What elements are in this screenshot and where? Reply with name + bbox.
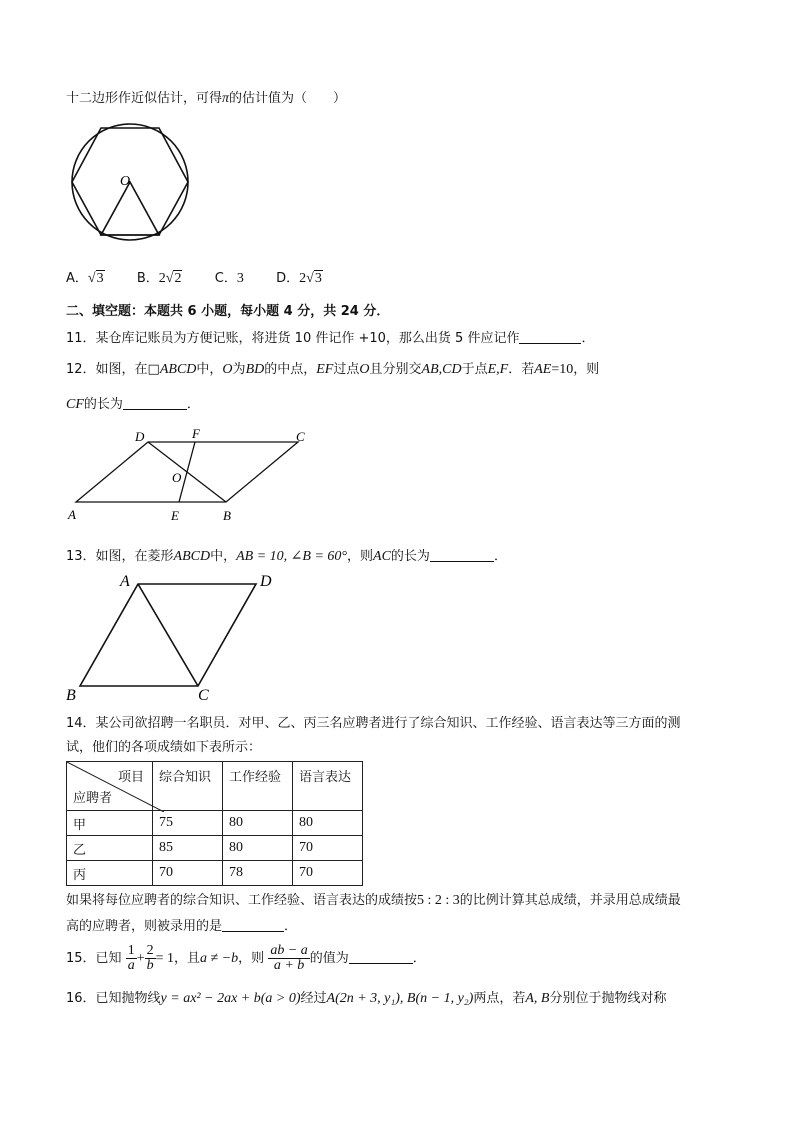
q14-line3: 如果将每位应聘者的综合知识、工作经验、语言表达的成绩按5 : 2 : 3的比例计算其总成绩，并录用总成绩最 [66,893,681,908]
answer-blank[interactable] [349,951,413,964]
label-e: E [171,508,179,523]
pi-symbol: π [222,91,230,106]
label-o: O [120,174,131,189]
label-c: C [296,429,305,444]
answer-blank[interactable] [222,919,284,932]
segment-ef [179,442,195,502]
q10-figure [66,118,206,250]
q16-stem: 16．已知抛物线y = ax² − 2ax + b(a > 0)经过A(2n + 3, y₁), B(n − 1, y₂)两点，若A, B分别位于抛物线对称 [66,991,667,1006]
label-b: B [66,687,76,704]
label-c: C [198,687,209,704]
diagonal-ac [138,584,198,686]
label-b: B [223,508,231,523]
option-d[interactable]: D．2√3 [276,271,322,286]
option-b[interactable]: B．2√2 [136,271,182,286]
table-header-row [67,762,363,811]
section-heading: 二、填空题：本题共 6 小题，每小题 4 分，共 24 分． [66,304,390,319]
fraction-expression: $\frac{ab - a}{a + b}$ [270,943,308,973]
q14-line2: 试，他们的各项成绩如下表所示： [66,740,262,755]
table-row: 甲 75 80 80 [67,811,363,836]
parallelogram-icon: □ [147,362,160,377]
fraction-2-over-b: $\frac{2}{b}$ [146,943,154,973]
table-row: 丙 70 78 70 [67,861,363,886]
q12-stem-cont: CF的长为 ． [66,397,200,412]
option-a[interactable]: A．√3 [66,271,104,286]
q14-line1: 14．某公司欲招聘一名职员．对甲、乙、丙三名应聘者进行了综合知识、工作经验、语言表达等三方面的测 [66,716,681,731]
label-f: F [192,426,200,441]
score-table [66,761,363,886]
fraction-1-over-a: $\frac{1}{a}$ [127,943,135,973]
center-triangle [101,182,159,235]
label-o: O [172,470,182,485]
label-a: A [68,507,76,522]
answer-blank[interactable] [430,549,494,562]
q12-figure [60,422,320,524]
label-d: D [260,573,272,590]
header-cell: 工作经验 [223,762,293,811]
q15-stem: 15．已知 $\frac{1}{a}$ + $\frac{2}{b}$ = 1，且a ≠ −b，则 $\frac{ab - a}{a + b}$ 的值为 ． [66,943,426,973]
label-d: D [135,429,145,444]
answer-blank[interactable] [123,397,187,410]
header-cell: 综合知识 [153,762,223,811]
option-c[interactable]: C．3 [214,271,244,286]
q12-stem: 12．如图，在□ABCD中，O为BD的中点，EF过点O且分别交AB,CD于点E,F．若AE=10，则 [66,362,600,377]
q13-figure [60,570,280,704]
q10-stem: 十二边形作近似估计，可得π的估计值为（ ） [66,91,347,106]
q13-stem: 13．如图，在菱形ABCD中，AB = 10, ∠B = 60°，则AC的长为 ． [66,549,507,564]
q11: 11．某仓库记账员为方便记账，将进货 10 件记作 +10，那么出货 5 件应记作 ． [66,331,595,346]
header-cell: 语言表达 [293,762,363,811]
q10-options [66,270,323,288]
answer-blank[interactable] [519,331,581,344]
corner-cell: 项目 应聘者 [67,762,153,811]
label-a: A [120,573,130,590]
q14-line4: 高的应聘者，则被录用的是 ． [66,919,298,934]
table-row: 乙 85 80 70 [67,836,363,861]
